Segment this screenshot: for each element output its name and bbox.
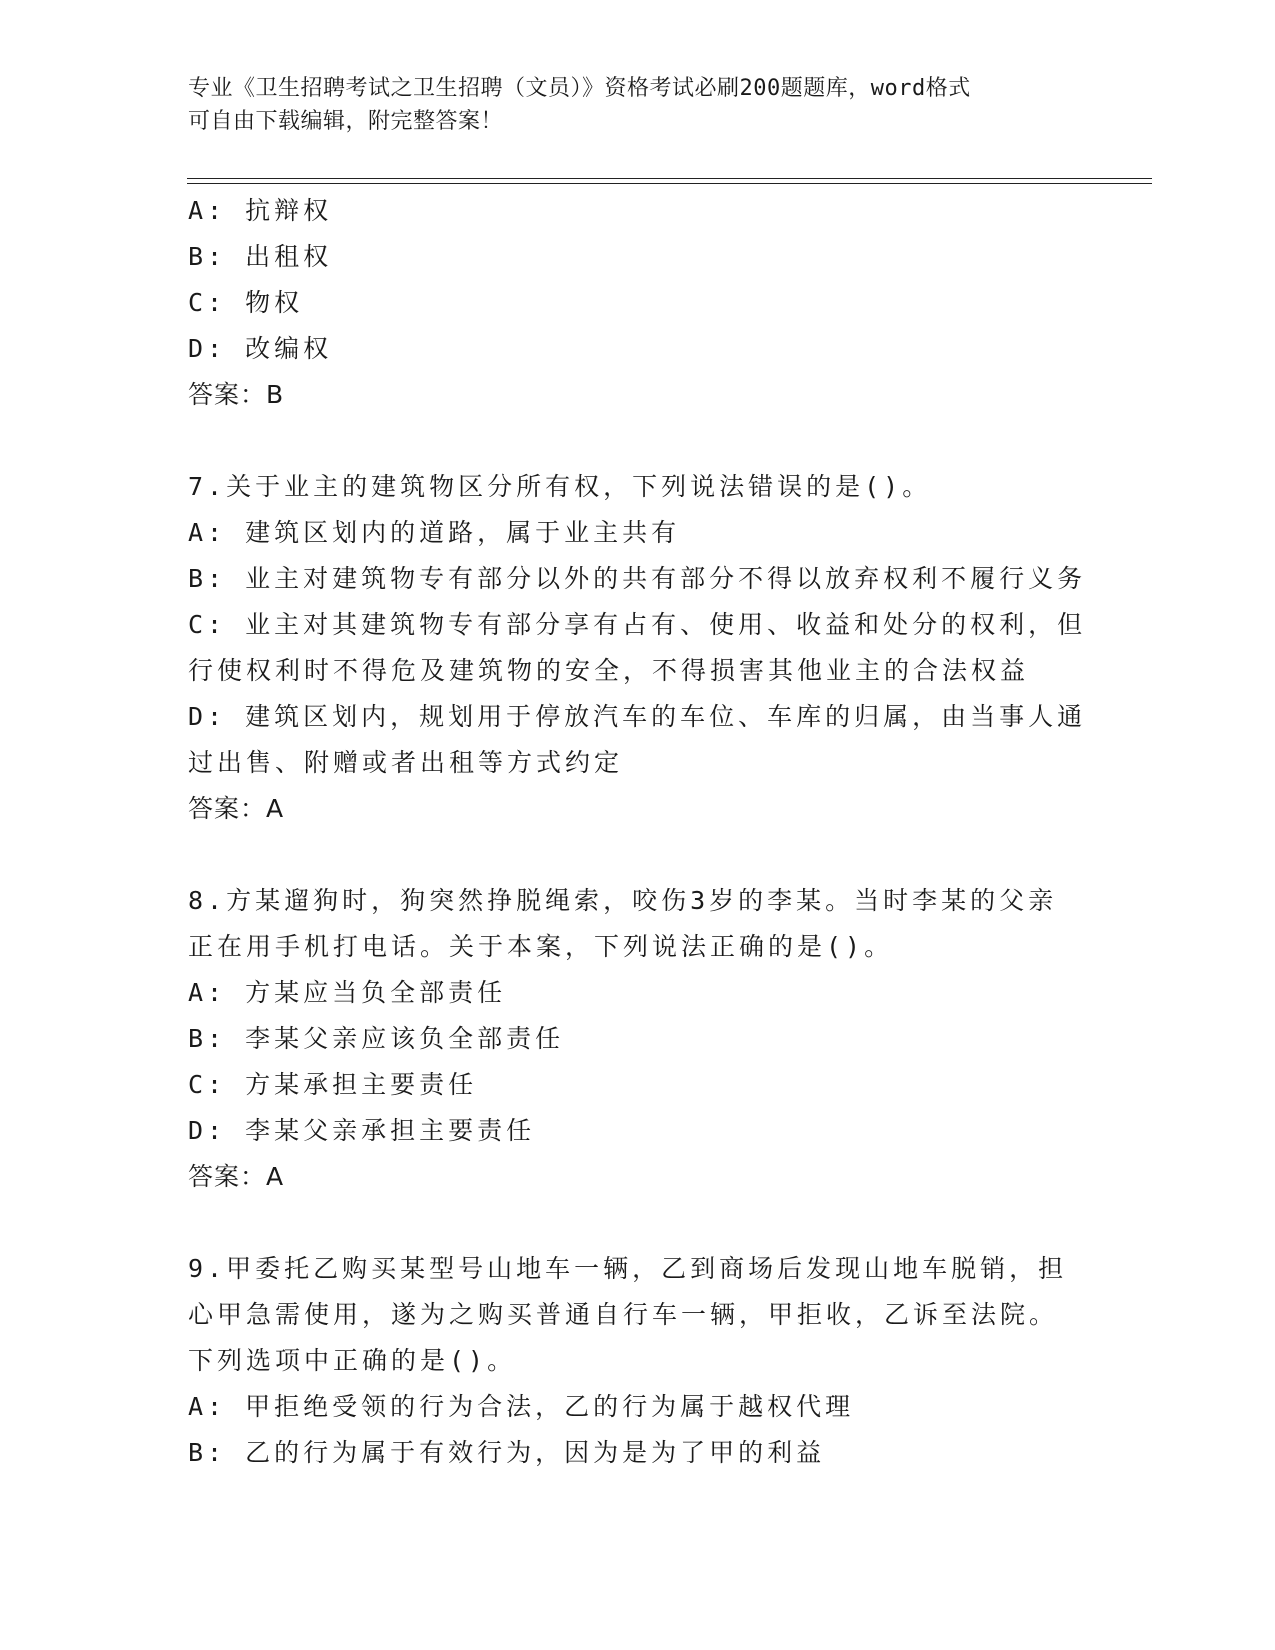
document-header <box>188 72 1068 138</box>
header-line-1: 专业《卫生招聘考试之卫生招聘（文员）》资格考试必刷200题题库，word格式 <box>188 76 971 101</box>
question-stem-continued: 正在用手机打电话。关于本案，下列说法正确的是()。 <box>188 932 894 961</box>
option-c: C: 物权 <box>188 288 304 317</box>
question-stem-continued: 下列选项中正确的是()。 <box>188 1346 517 1375</box>
question-stem-continued: 心甲急需使用，遂为之购买普通自行车一辆，甲拒收，乙诉至法院。 <box>188 1300 1059 1329</box>
option-b: B: 业主对建筑物专有部分以外的共有部分不得以放弃权利不履行义务 <box>188 564 1087 593</box>
header-rule-top <box>187 178 1152 179</box>
option-a: A: 抗辩权 <box>188 196 333 225</box>
question-stem: 9.甲委托乙购买某型号山地车一辆，乙到商场后发现山地车脱销，担 <box>188 1254 1068 1283</box>
option-c: C: 业主对其建筑物专有部分享有占有、使用、收益和处分的权利，但 <box>188 610 1087 639</box>
answer: 答案：B <box>188 380 285 409</box>
option-c-continued: 行使权利时不得危及建筑物的安全，不得损害其他业主的合法权益 <box>188 656 1030 685</box>
header-rule-bottom <box>187 183 1152 184</box>
question-block-8 <box>188 878 1088 1200</box>
option-d: D: 改编权 <box>188 334 333 363</box>
answer: 答案：A <box>188 794 285 823</box>
question-block-6 <box>188 188 1088 418</box>
option-c: C: 方某承担主要责任 <box>188 1070 478 1099</box>
question-block-9 <box>188 1246 1088 1476</box>
option-d-continued: 过出售、附赠或者出租等方式约定 <box>188 748 624 777</box>
option-a: A: 甲拒绝受领的行为合法，乙的行为属于越权代理 <box>188 1392 855 1421</box>
question-block-7 <box>188 464 1088 832</box>
option-d: D: 建筑区划内，规划用于停放汽车的车位、车库的归属，由当事人通 <box>188 702 1087 731</box>
option-b: B: 乙的行为属于有效行为，因为是为了甲的利益 <box>188 1438 826 1467</box>
question-stem: 8.方某遛狗时，狗突然挣脱绳索，咬伤3岁的李某。当时李某的父亲 <box>188 886 1058 915</box>
option-d: D: 李某父亲承担主要责任 <box>188 1116 536 1145</box>
answer: 答案：A <box>188 1162 285 1191</box>
option-a: A: 建筑区划内的道路，属于业主共有 <box>188 518 681 547</box>
question-list <box>188 188 1088 1476</box>
option-a: A: 方某应当负全部责任 <box>188 978 507 1007</box>
option-b: B: 出租权 <box>188 242 333 271</box>
question-stem: 7.关于业主的建筑物区分所有权，下列说法错误的是()。 <box>188 472 932 501</box>
header-line-2: 可自由下载编辑，附完整答案！ <box>188 109 504 134</box>
option-b: B: 李某父亲应该负全部责任 <box>188 1024 565 1053</box>
